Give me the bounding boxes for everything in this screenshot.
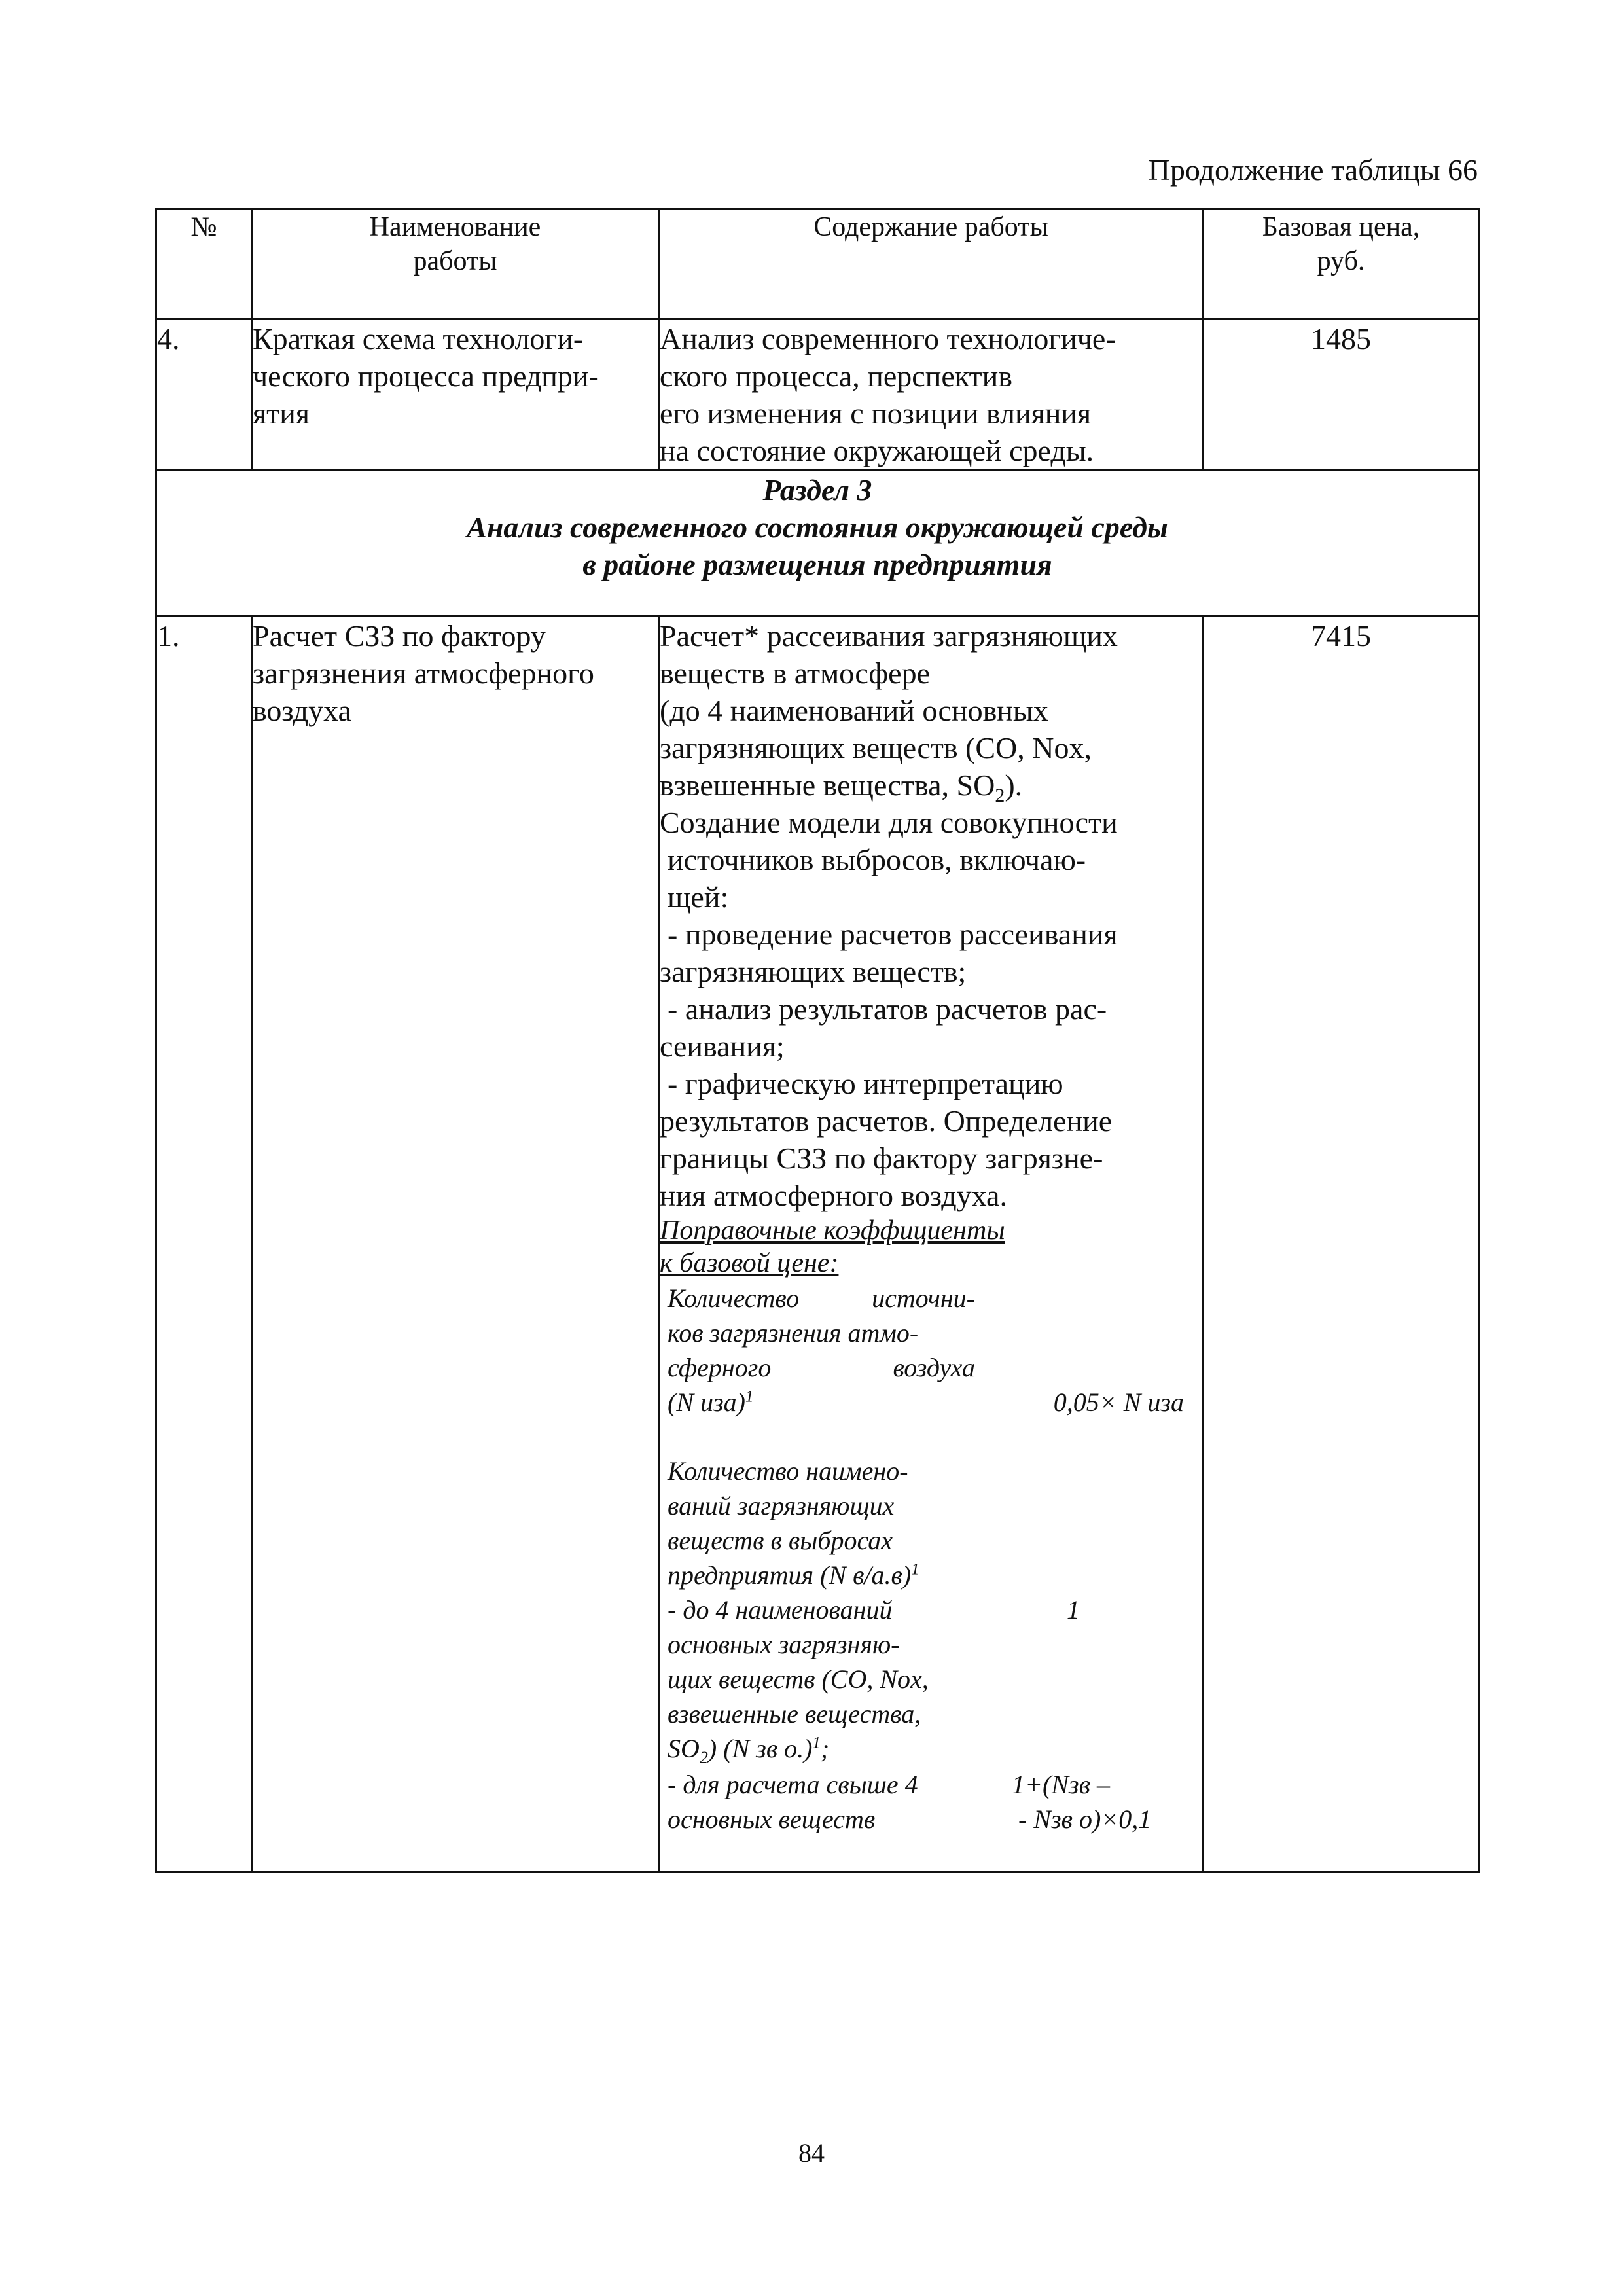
text-line: взвешенные вещества,: [668, 1699, 921, 1729]
text-fragment: Количество: [668, 1283, 800, 1313]
subscript: 2: [995, 785, 1005, 807]
text-line: Расчет* рассеивания загрязняющих: [660, 619, 1118, 653]
text-line: сеивания;: [660, 1030, 785, 1063]
header-content: Содержание работы: [659, 209, 1204, 319]
text-line: ятия: [253, 397, 310, 430]
table-row: [156, 319, 1479, 471]
text-line: - Nзв о)×0,1: [1018, 1804, 1152, 1834]
text-line: загрязняющих веществ;: [660, 955, 967, 988]
header-row: [156, 209, 1479, 319]
work-content: [659, 319, 1204, 471]
work-name: [252, 319, 659, 471]
coef-up-to-4: [668, 1592, 929, 1766]
text-line: веществ в атмосфере: [660, 656, 931, 690]
text-fragment: SO: [668, 1734, 700, 1763]
text-line: загрязняющих веществ (CO, Nox,: [660, 731, 1092, 764]
text-line: основных веществ: [668, 1804, 876, 1834]
text-line: результатов расчетов. Определение: [660, 1104, 1113, 1138]
section-heading-row: [156, 471, 1479, 617]
coef-up-to-4-value: 1: [1067, 1595, 1080, 1624]
text-fragment: взвешенные вещества, SO: [660, 768, 995, 802]
section-heading: [156, 471, 1479, 617]
text-line: ния атмосферного воздуха.: [660, 1179, 1007, 1212]
text-line: [668, 1281, 975, 1316]
page-number: 84: [798, 2138, 825, 2168]
work-name: [252, 617, 659, 1873]
text-fragment: ) (N зв о.): [707, 1734, 813, 1763]
text-line: воздуха: [253, 694, 351, 727]
superscript: 1: [745, 1388, 754, 1406]
table-row: [156, 617, 1479, 1873]
text-line: источников выбросов, включаю-: [668, 843, 1086, 876]
text-line: - для расчета свыше 4: [668, 1770, 918, 1799]
coef-pollutants-count: [668, 1454, 919, 1592]
text-line: Анализ современного технологиче-: [660, 322, 1116, 355]
text-line: границы СЗЗ по фактору загрязне-: [660, 1141, 1103, 1175]
superscript: 1: [812, 1734, 821, 1752]
text-line: его изменения с позиции влияния: [660, 397, 1092, 430]
section-subtitle: в районе размещения предприятия: [582, 548, 1052, 581]
text-line: [660, 766, 1202, 807]
row-number: 4.: [156, 319, 252, 471]
text-line: веществ в выбросах: [668, 1526, 893, 1555]
text-line: Расчет СЗЗ по фактору: [253, 619, 546, 653]
header-price-line: руб.: [1317, 246, 1365, 276]
text-line: [668, 1731, 929, 1766]
row-number: 1.: [156, 617, 252, 1873]
coef-sources-count: [668, 1281, 975, 1420]
base-price: 1485: [1204, 319, 1479, 471]
text-line: (до 4 наименований основных: [660, 694, 1048, 727]
text-line: ков загрязнения атмо-: [668, 1318, 919, 1348]
coef-over-4-value: [1010, 1767, 1151, 1837]
coefficients-title: к базовой цене:: [660, 1248, 839, 1278]
text-line: [668, 1350, 975, 1385]
text-fragment: источни-: [872, 1283, 975, 1313]
text-fragment: ;: [820, 1734, 830, 1763]
text-fragment: ).: [1005, 768, 1023, 802]
text-line: Количество наимено-: [668, 1456, 908, 1486]
section-title: Раздел 3: [762, 473, 872, 507]
header-name-line: Наименование: [369, 212, 541, 242]
text-line: - до 4 наименований: [668, 1595, 893, 1624]
price-table: [155, 208, 1480, 1873]
text-line: - анализ результатов расчетов рас-: [668, 992, 1107, 1026]
header-price: [1204, 209, 1479, 319]
text-line: [668, 1385, 975, 1420]
header-num: №: [156, 209, 252, 319]
text-line: на состояние окружающей среды.: [660, 434, 1094, 467]
text-line: щей:: [668, 880, 729, 914]
text-line: основных загрязняю-: [668, 1630, 900, 1659]
superscript: 1: [911, 1560, 919, 1579]
coef-sources-value: 0,05× N иза: [1053, 1388, 1184, 1417]
section-subtitle: Анализ современного состояния окружающей среды: [467, 511, 1168, 544]
text-fragment: воздуха: [893, 1353, 975, 1382]
text-line: ского процесса, перспектив: [660, 359, 1012, 393]
header-name-line: работы: [413, 246, 497, 276]
text-line: щих веществ (CO, Nox,: [668, 1664, 929, 1694]
header-price-line: Базовая цена,: [1262, 212, 1420, 242]
work-content: [659, 617, 1204, 1873]
header-name: [252, 209, 659, 319]
text-line: загрязнения атмосферного: [253, 656, 594, 690]
text-line: Создание модели для совокупности: [660, 806, 1118, 839]
coefficients-title: Поправочные коэффициенты: [660, 1215, 1005, 1246]
text-line: Краткая схема технологи-: [253, 322, 584, 355]
text-line: ваний загрязняющих: [668, 1491, 895, 1520]
text-line: - проведение расчетов рассеивания: [668, 918, 1118, 951]
coef-over-4: [668, 1767, 918, 1837]
text-fragment: сферного: [668, 1353, 772, 1382]
text-fragment: (N иза): [668, 1388, 745, 1417]
subscript: 2: [699, 1748, 708, 1767]
coefficients-block: [660, 1280, 1202, 1862]
text-line: - графическую интерпретацию: [668, 1067, 1063, 1100]
table-caption: Продолжение таблицы 66: [1148, 153, 1478, 187]
text-line: [668, 1558, 919, 1592]
text-line: ческого процесса предпри-: [253, 359, 599, 393]
text-line: 1+(Nзв –: [1012, 1770, 1110, 1799]
text-fragment: предприятия (N в/а.в): [668, 1560, 912, 1590]
base-price: 7415: [1204, 617, 1479, 1873]
